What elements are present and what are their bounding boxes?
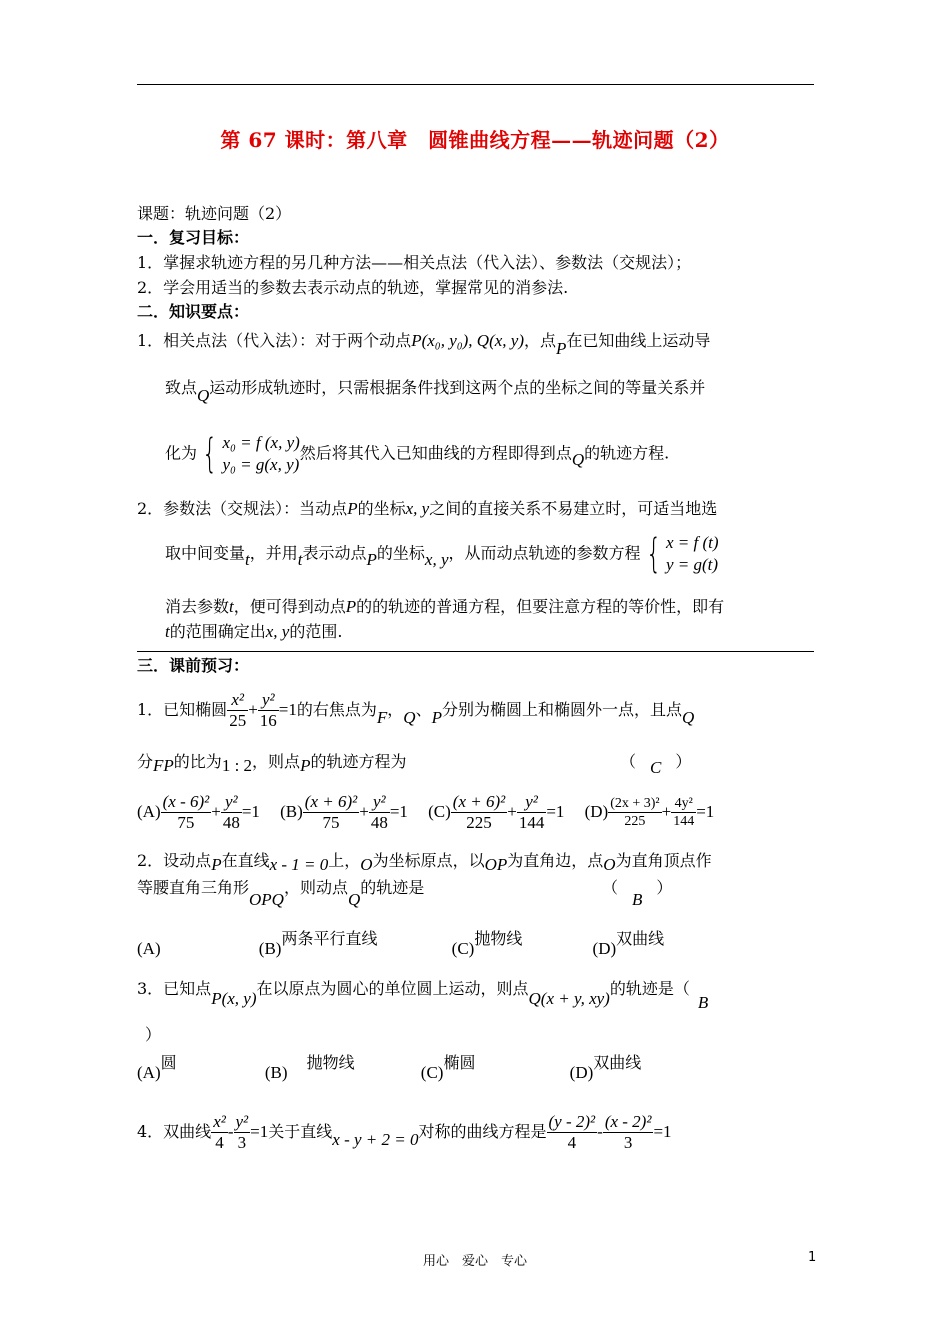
equation-system: x₀ = f (x, y) y₀ = g(x, y) [222,433,300,474]
answer: B [632,890,643,909]
question-1-line-2: 分FP的比为1 : 2，则点P的轨迹方程为 [137,752,407,775]
question-2-options: (A) (B)两条平行直线 (C)抛物线 (D)双曲线 [137,929,665,958]
section-heading-keypoints: 二．知识要点： [137,302,250,321]
answer: C [650,758,662,777]
option-c: (C) $\frac{\text{(x + 6)²}}{225}$ + $\frac{\text{y²}}{144}$ =1 [428,792,565,832]
brace-icon: { [202,431,218,477]
answer: B [697,993,709,1012]
question-3-line-1: 3．已知点P(x, y)在以原点为圆心的单位圆上运动，则点Q(x + y, xy)的轨迹是（B [137,979,709,1012]
question-3-close: ） [145,1025,162,1044]
keypoint-1-line-2: 致点Q运动形成轨迹时，只需根据条件找到这两个点的坐标之间的等量关系并 [165,378,706,405]
section-heading-preview: 三．课前预习： [137,656,250,675]
keypoint-2-line-4: t的范围确定出x, y的范围. [165,622,343,641]
question-1-line-1: 1．已知椭圆 $\frac{\text{x²}}{25}$ + $\frac{\text{y²}}{16}$ =1的右焦点为F，Q、P分别为椭圆上和椭圆外一点，且点Q [137,690,695,730]
goal-item: 2．学会用适当的参数去表示动点的轨迹，掌握常见的消参法. [137,278,569,297]
keypoint-1-line-1: 1．相关点法（代入法）：对于两个动点P(x₀, y₀), Q(x, y)，点P在已知曲线上运动导 [137,331,711,358]
question-3-options: (A)圆 (B) 抛物线 (C)椭圆 (D)双曲线 [137,1053,642,1082]
header-rule [137,84,814,85]
goal-item: 1．掌握求轨迹方程的另几种方法——相关点法（代入法）、参数法（交规法）； [137,253,692,272]
page-footer: 用心 爱心 专心 [422,1254,527,1269]
section-heading-goals: 一．复习目标： [137,228,250,247]
question-2-line-2: 等腰直角三角形OPQ，则动点Q的轨迹是 [137,878,425,909]
option-a: (A) $\frac{\text{(x - 6)²}}{75}$ + $\frac{\text{y²}}{48}$ =1 [137,792,260,832]
keypoint-2-line-3: 消去参数t，便可得到动点P的的轨迹的普通方程，但要注意方程的等价性，即有 [165,597,725,616]
option-d: (D) $\frac{\text{(2x + 3)²}}{225}$ + $\frac{\text{4y²}}{144}$ =1 [584,796,715,829]
page-title: 第 67 课时：第八章 圆锥曲线方程——轨迹问题（2） [220,128,730,152]
question-2-line-1: 2．设动点P在直线x - 1 = 0上，O为坐标原点，以OP为直角边，点O为直角顶点作 [137,851,712,874]
section-rule [137,651,814,652]
keypoint-2-line-1: 2．参数法（交规法）：当动点P的坐标x, y之间的直接关系不易建立时，可适当地选 [137,499,718,518]
question-4: 4．双曲线 $\frac{\text{x²}}{4}$ - $\frac{\text{y²}}{3}$ =1关于直线x - y + 2 = 0对称的曲线方程是 $\frac{\text{(y - 2)²}}{4}$ - $\frac{\text{(x - 2)²}}{3}$ =1 [137,1112,672,1152]
keypoint-2-line-2: 取中间变量t，并用t表示动点P的坐标x, y，从而动点轨迹的参数方程 { x = f (t) y = g(t) [165,531,719,577]
brace-icon: { [645,531,661,577]
keypoint-1-line-3: 化为 { x₀ = f (x, y) y₀ = g(x, y) 然后将其代入已知曲线的方程即得到点Q的轨迹方程. [165,431,670,477]
answer-bracket: （B） [602,878,673,909]
fraction: $\frac{\text{x²}}{25}$ [229,690,247,730]
parametric-system: x = f (t) y = g(t) [665,533,719,574]
question-1-options [137,792,714,833]
answer-bracket: （ C ） [620,752,692,777]
subject-label: 课题：轨迹问题（2） [137,204,292,223]
page-number: 1 [808,1250,817,1265]
fraction: $\frac{\text{y²}}{16}$ [259,690,277,730]
option-b: (B) $\frac{\text{(x + 6)²}}{75}$ + $\frac{\text{y²}}{48}$ =1 [280,792,408,832]
